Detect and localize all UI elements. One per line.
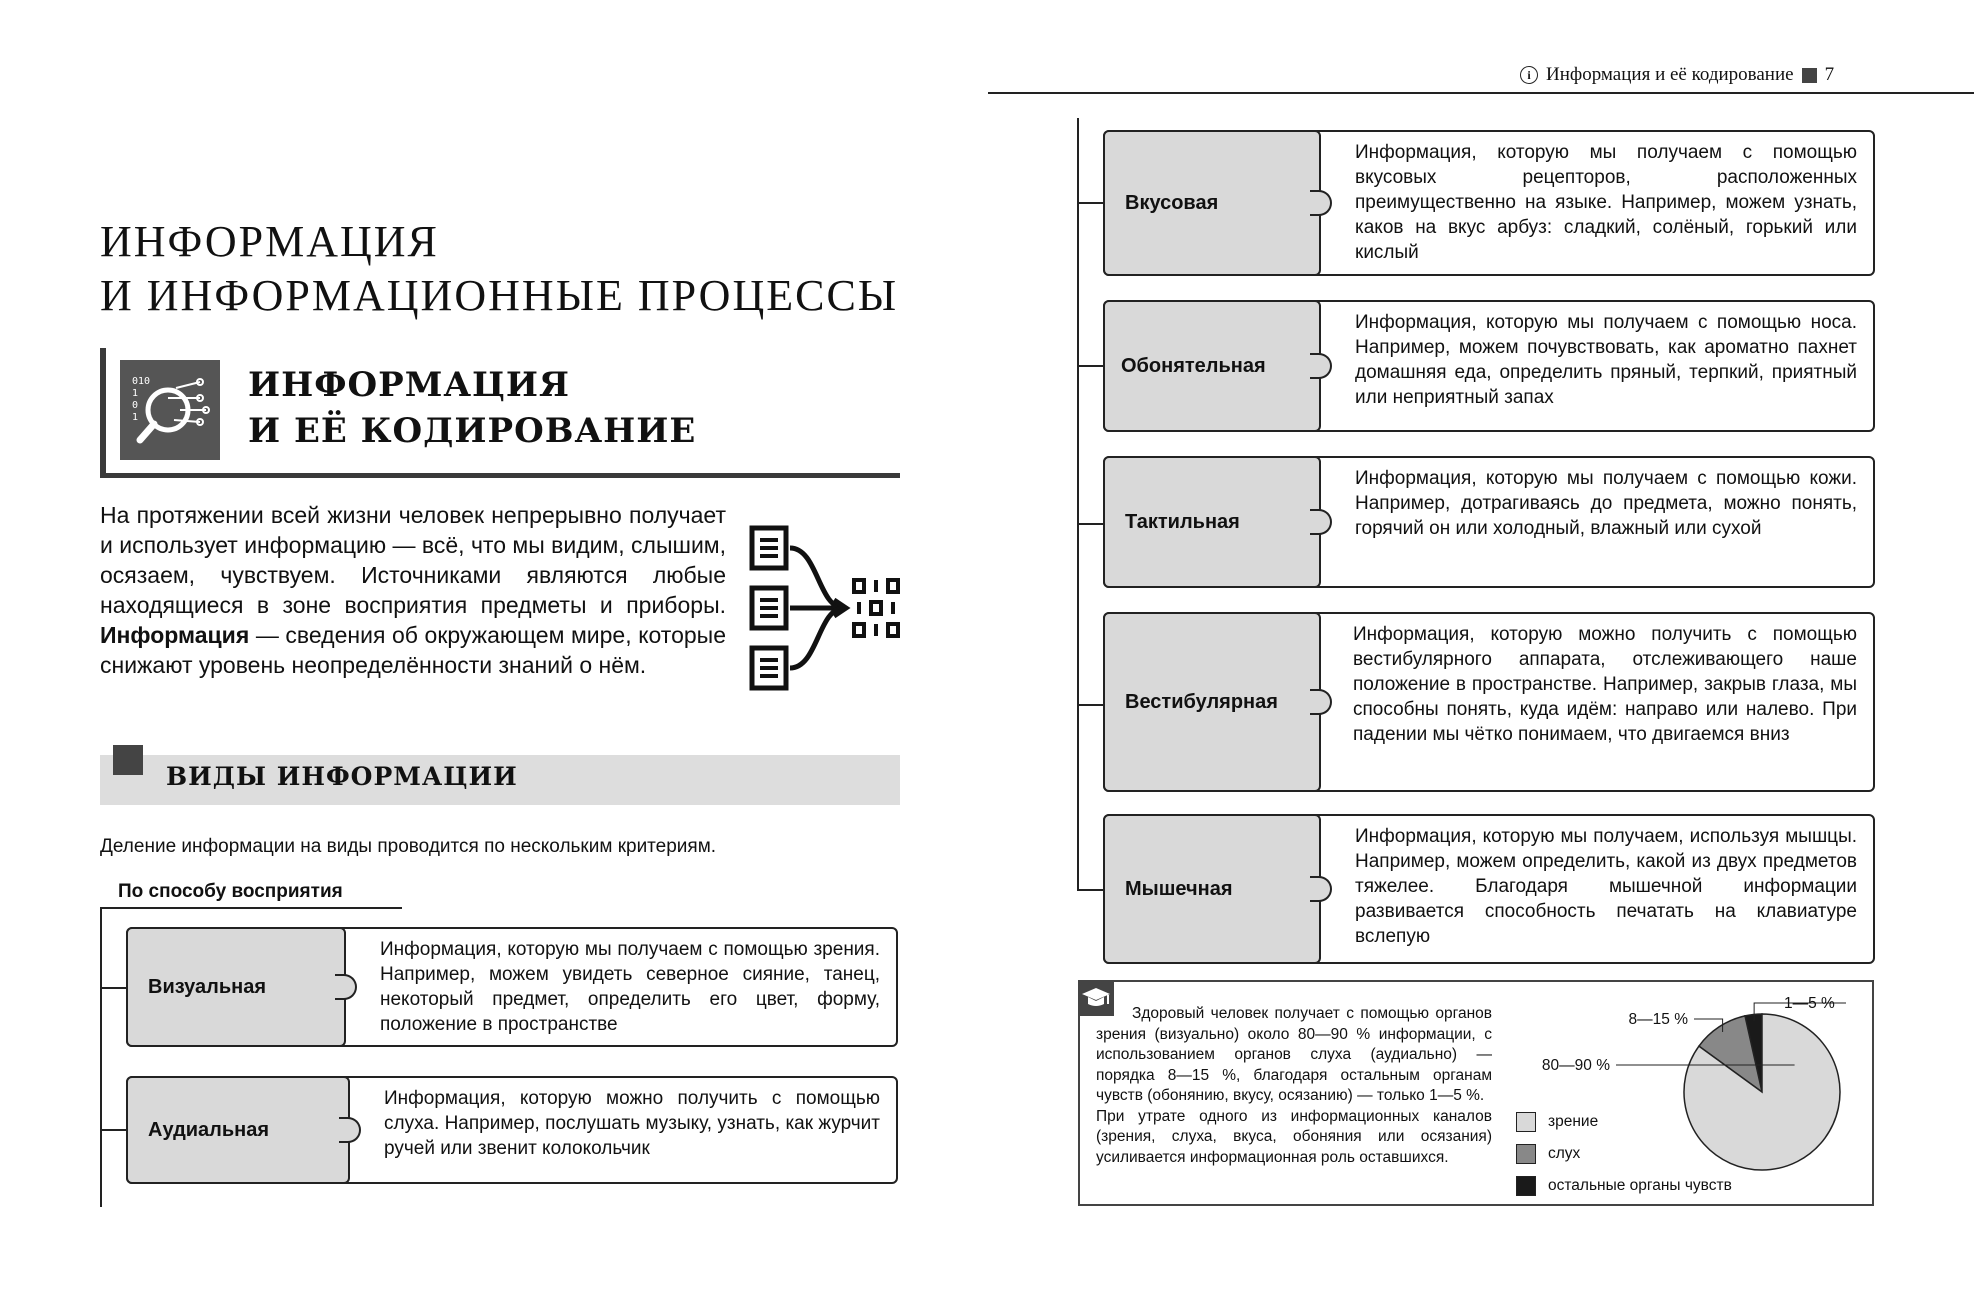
chapter-title-line2: И ИНФОРМАЦИОННЫЕ ПРОЦЕССЫ	[100, 271, 899, 320]
criterion-label: По способу восприятия	[118, 881, 343, 902]
branch-line	[1077, 889, 1103, 891]
running-header-title: Информация и её кодирование	[1546, 64, 1794, 85]
subsection-title: ВИДЫ ИНФОРМАЦИИ	[166, 762, 518, 791]
card-name: Аудиальная	[148, 1118, 270, 1141]
running-header	[1520, 64, 1834, 86]
fact-text	[1096, 1004, 1492, 1168]
legend-label: слух	[1548, 1145, 1581, 1162]
puzzle-knob	[1310, 190, 1332, 216]
card-description: Информация, которую мы получаем с помощью носа. Например, можем почувствовать, как ароматно пахнет домашняя еда, определить пряный, терпкий, приятный или неприятный запах	[1355, 312, 1857, 408]
svg-text:1: 1	[132, 412, 139, 423]
card-name: Тактильная	[1125, 510, 1240, 533]
documents-to-binary-icon	[748, 524, 908, 694]
info-card-smell	[1103, 300, 1875, 432]
card-description: Информация, которую можно получить с помощью вестибулярного аппарата, отслеживающего наше положение в пространстве. Например, закрыв глаза, мы способны понять, куда идём: направо или налево. При падении мы чётко понимаем, что двигаемся вниз	[1353, 624, 1857, 745]
puzzle-knob	[339, 1117, 361, 1143]
branch-line	[100, 987, 126, 989]
legend-label: зрение	[1548, 1113, 1599, 1130]
legend-swatch	[1516, 1112, 1536, 1132]
card-description: Информация, которую мы получаем с помощью зрения. Например, можем увидеть северное сияние, танец, некоторый предмет, определить его цвет, форму, положение в пространстве	[380, 939, 880, 1035]
card-name: Мышечная	[1125, 877, 1233, 900]
criterion-underline	[100, 907, 402, 909]
card-tab	[1103, 130, 1321, 276]
criteria-text: Деление информации на виды проводится по нескольким критериям.	[100, 836, 717, 857]
fact-paragraph-1: Здоровый человек получает с помощью органов зрения (визуально) около 80—90 % информации, с использованием органов слуха (аудиально) — порядка 8—15 %, благодаря остальным органам чувств (обонянию, вкусу, осязанию) — только 1—5 %.	[1096, 1005, 1492, 1104]
subsection-square-marker	[113, 745, 143, 775]
branch-line	[1077, 523, 1103, 525]
puzzle-knob	[1310, 353, 1332, 379]
right-tree-line	[1077, 118, 1079, 890]
section-left-bar	[100, 348, 106, 478]
intro-term: Информация	[100, 622, 250, 648]
card-description: Информация, которую мы получаем с помощью вкусовых рецепторов, расположенных преимущественно на языке. Например, можем узнать, каков на вкус арбуз: сладкий, солёный, горький или кислый	[1355, 142, 1857, 263]
info-card-visual	[126, 927, 898, 1047]
puzzle-knob	[1310, 509, 1332, 535]
puzzle-knob	[335, 974, 357, 1000]
card-tab	[1103, 612, 1321, 792]
svg-text:0: 0	[132, 400, 139, 411]
puzzle-knob	[1310, 689, 1332, 715]
intro-paragraph	[100, 500, 726, 680]
card-name: Вестибулярная	[1125, 690, 1278, 713]
branch-line	[100, 1129, 126, 1131]
info-card-vestibular	[1103, 612, 1875, 792]
chapter-title-line1: ИНФОРМАЦИЯ	[100, 217, 439, 266]
card-name: Визуальная	[148, 975, 267, 998]
card-tab	[126, 1076, 350, 1184]
left-tree-line	[100, 907, 102, 1207]
branch-line	[1077, 704, 1103, 706]
legend-label: остальные органы чувств	[1548, 1177, 1732, 1194]
card-tab	[126, 927, 346, 1047]
info-card-taste	[1103, 130, 1875, 276]
card-tab	[1103, 814, 1321, 964]
card-description: Информация, которую мы получаем с помощью кожи. Например, дотрагиваясь до предмета, можно понять, горячий он или холодный, влажный или сухой	[1355, 468, 1857, 539]
card-description: Информация, которую мы получаем, используя мышцы. Например, можем определить, какой из двух предметов тяжелее. Благодаря мышечной информации развивается способность печатать на клавиатуре вслепую	[1355, 826, 1857, 947]
puzzle-knob	[1310, 876, 1332, 902]
fact-paragraph-2: При утрате одного из информационных каналов (зрения, слуха, вкуса, обоняния или осязания) усиливается информационная роль оставшихся.	[1096, 1107, 1492, 1166]
header-square-marker	[1802, 68, 1817, 83]
section-bottom-bar	[100, 473, 900, 478]
page-number: 7	[1824, 64, 1835, 85]
pie-data-label: 8—15 %	[1628, 1011, 1688, 1028]
section-title-line1: ИНФОРМАЦИЯ	[248, 365, 570, 405]
info-card-tactile	[1103, 456, 1875, 588]
card-tab	[1103, 456, 1321, 588]
pie-chart	[1540, 988, 1870, 1208]
svg-text:010: 010	[132, 376, 151, 387]
card-tab	[1103, 300, 1321, 432]
legend-swatch	[1516, 1144, 1536, 1164]
info-icon: i	[1520, 66, 1538, 84]
svg-text:1: 1	[132, 388, 139, 399]
card-name: Обонятельная	[1121, 354, 1266, 377]
pie-data-label: 1—5 %	[1784, 995, 1835, 1012]
branch-line	[1077, 365, 1103, 367]
info-card-audial	[126, 1076, 898, 1184]
legend-swatch	[1516, 1176, 1536, 1196]
intro-text-start: На протяжении всей жизни человек непрерывно получает и использует информацию — всё, что мы видим, слышим, осязаем, чувствуем. Источниками являются любые находящиеся в зоне восприятия предметы и приборы.	[100, 502, 727, 618]
section-header	[100, 348, 900, 478]
pie-data-label: 80—90 %	[1541, 1057, 1610, 1074]
section-title-line2: И ЕЁ КОДИРОВАНИЕ	[248, 411, 697, 451]
circuit-magnifier-icon	[120, 360, 220, 460]
card-description: Информация, которую можно получить с помощью слуха. Например, послушать музыку, узнать, как журчит ручей или звенит колокольчик	[384, 1088, 880, 1159]
card-name: Вкусовая	[1125, 191, 1219, 214]
section-title	[248, 362, 696, 454]
branch-line	[1077, 202, 1103, 204]
intro-text-end: — сведения об окружающем мире, которые снижают уровень неопределённости знаний о нём.	[100, 622, 726, 678]
chapter-title	[100, 215, 898, 323]
header-rule	[988, 92, 1974, 94]
info-card-muscle	[1103, 814, 1875, 964]
